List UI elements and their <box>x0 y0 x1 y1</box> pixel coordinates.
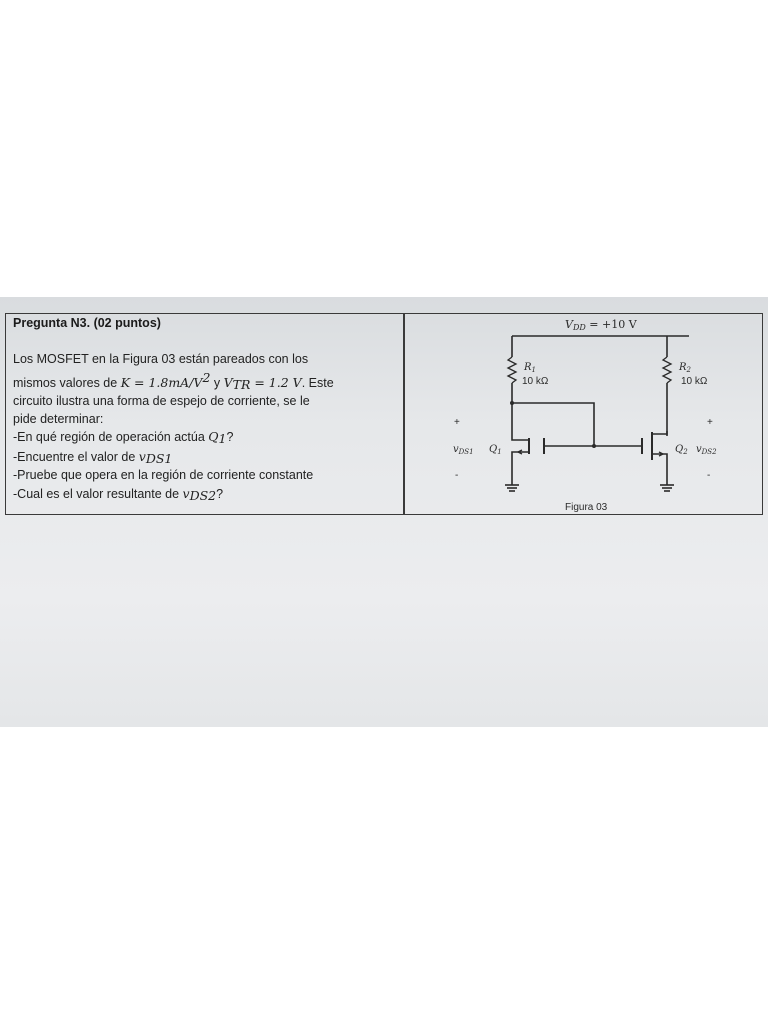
resistor-r1 <box>508 357 516 383</box>
resistor-r2 <box>663 357 671 383</box>
figure-caption: Figura 03 <box>565 502 608 513</box>
k-symbol: K <box>120 374 131 390</box>
vds1-label: $v_{DS1}$ <box>453 444 474 456</box>
vds2-minus: - <box>707 470 711 481</box>
vdd-label: VDD = +10 V <box>565 318 637 332</box>
question-line-2: mismos valores de $K = 1.8mA/V^2$ y $V_{TR} = 1.2$ V. Este <box>13 369 334 392</box>
q1-label: $Q_1$ <box>489 444 502 456</box>
vtr-value: = 1.2 V <box>250 374 302 390</box>
bullet-region-q1: -En qué región de operación actúa $Q_1$? <box>13 429 234 446</box>
junction-node-2 <box>592 444 596 448</box>
question-line-4: pide determinar: <box>13 411 104 426</box>
question-body <box>13 351 398 504</box>
q2-label: $Q_2$ <box>675 444 688 456</box>
vds2-label: $v_{DS2}$ <box>696 444 717 456</box>
junction-node-1 <box>510 401 514 405</box>
vtr-symbol: V <box>223 374 233 390</box>
vds2-plus: + <box>707 417 713 428</box>
r2-label: $R_2$ <box>679 362 691 374</box>
r2-value: 10 kΩ <box>681 376 708 387</box>
bullet-constant-current: -Pruebe que opera en la región de corriente constante <box>13 468 314 482</box>
k-value: 1.8mA/V <box>148 374 203 390</box>
bullet-vds1: -Encuentre el valor de $v_{DS1}$ <box>13 448 173 466</box>
bullet-vds2: -Cual es el valor resultante de $v_{DS2}$? <box>13 485 224 503</box>
question-line-3: circuito ilustra una forma de espejo de corriente, se le <box>13 394 310 408</box>
vds1-minus: - <box>455 470 459 481</box>
question-line-1: Los MOSFET en la Figura 03 están pareados con los <box>13 352 309 366</box>
vds1-plus: + <box>454 417 460 428</box>
r1-label: $R_1$ <box>524 362 536 374</box>
q1-drain-lead <box>512 436 529 440</box>
q1-source-lead <box>512 452 529 485</box>
r1-value: 10 kΩ <box>522 376 549 387</box>
circuit-diagram <box>404 313 759 515</box>
question-title: Pregunta N3. (02 puntos) <box>13 316 161 330</box>
q2-drain-lead <box>652 431 667 434</box>
q2-source-lead <box>652 454 667 485</box>
